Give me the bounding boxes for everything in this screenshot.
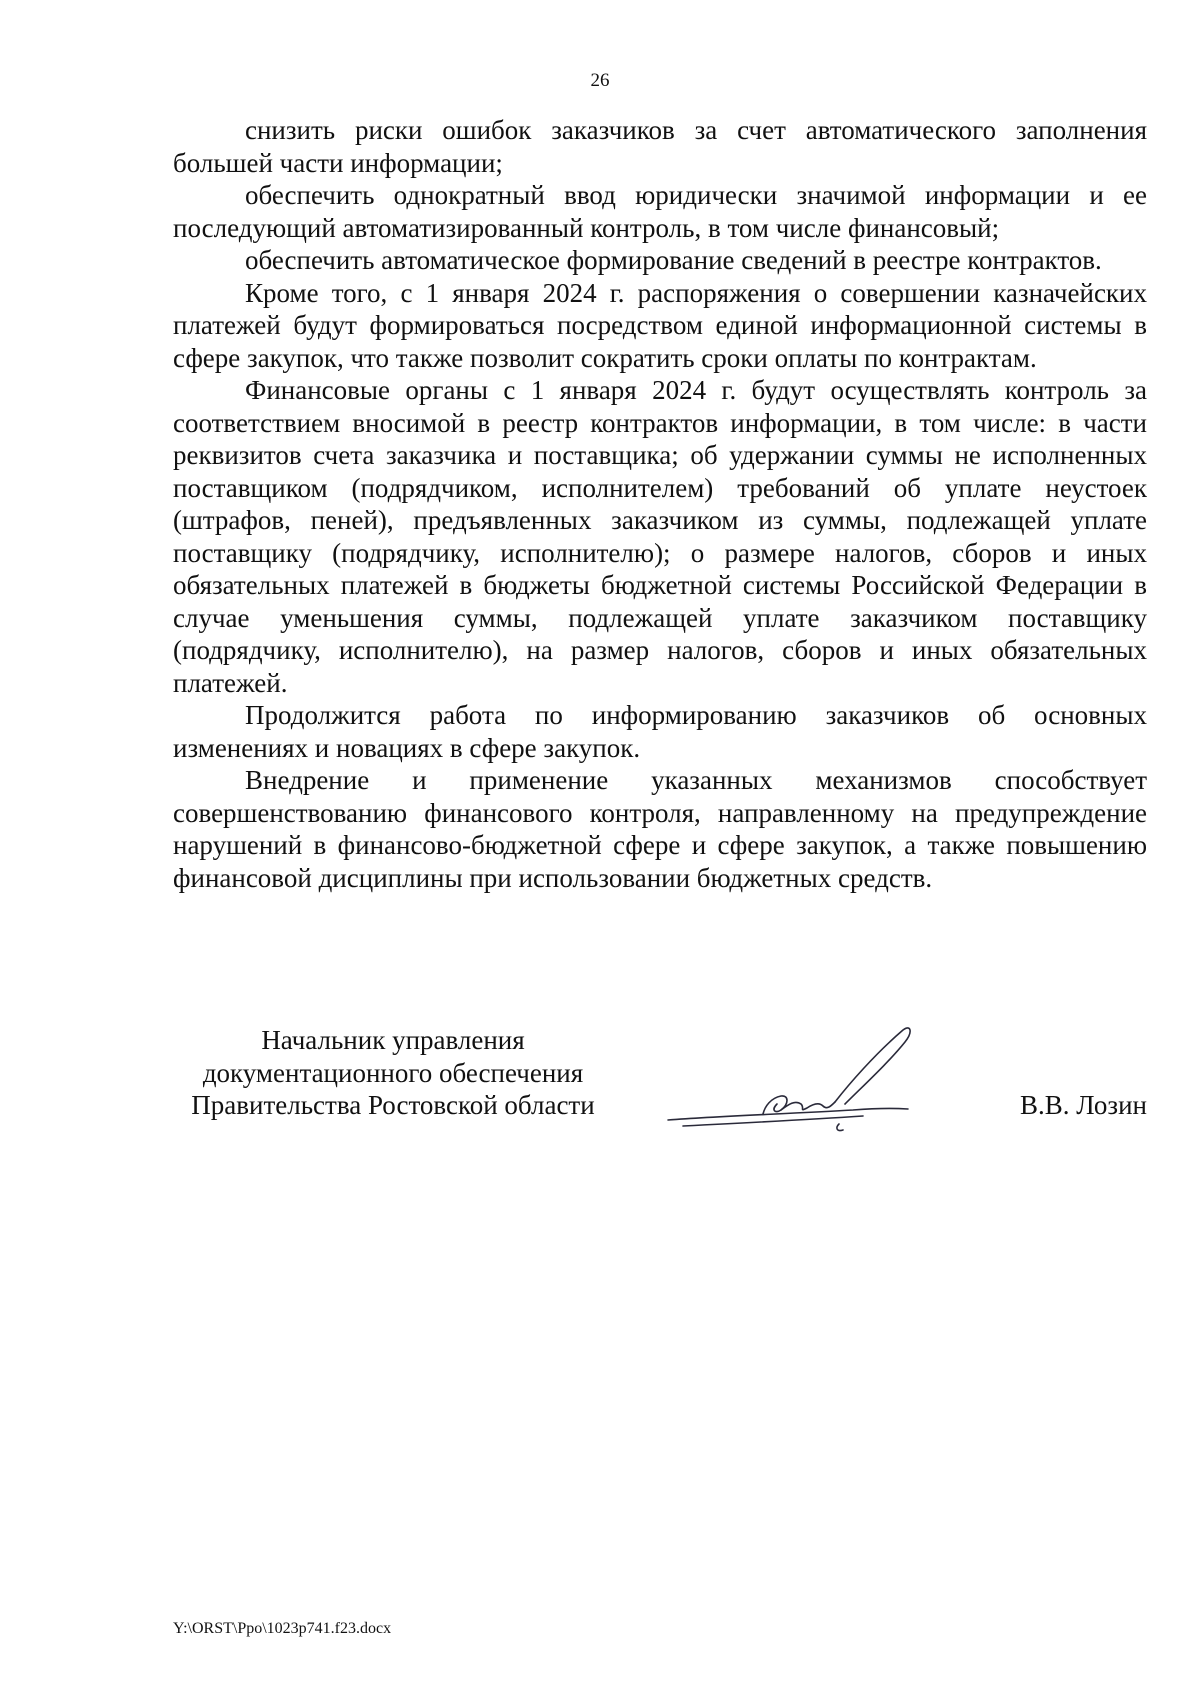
paragraph-1: снизить риски ошибок заказчиков за счет автоматического заполнения большей части информации;	[173, 115, 1147, 178]
signatory-title-line-2: документационного обеспечения	[202, 1057, 584, 1088]
paragraph-4: Кроме того, с 1 января 2024 г. распоряжения о совершении казначейских платежей будут формироваться посредством единой информационной системы в сфере закупок, что также позволит сократить сроки оплаты по контрактам.	[173, 277, 1147, 373]
signatory-title-line-3: Правительства Ростовской области	[191, 1090, 595, 1120]
signatory-name: В.В. Лозин	[1020, 1090, 1147, 1120]
page-number: 26	[590, 70, 610, 91]
paragraph-3: обеспечить автоматическое формирование сведений в реестре контрактов.	[245, 245, 1102, 275]
paragraph-5: Финансовые органы с 1 января 2024 г. будут осуществлять контроль за соответствием вносимой в реестр контрактов информации, в том числе: в части реквизитов счета заказчика и поставщика; об удержании суммы не исполненных поставщиком (подрядчиком, исполнителем) требований об уплате неустоек (штрафов, пеней), предъявленных заказчиком из суммы, подлежащей уплате поставщику (подрядчику, исполнителю); о размере налогов, сборов и иных обязательных платежей в бюджеты бюджетной системы Российской Федерации в случае уменьшения суммы, подлежащей уплате заказчиком поставщику (подрядчику, исполнителю), на размер налогов, сборов и иных обязательных платежей.	[173, 375, 1147, 698]
paragraph-6: Продолжится работа по информированию заказчиков об основных изменениях и новациях в сфере закупок.	[173, 700, 1147, 763]
signatory-title	[173, 1024, 613, 1122]
document-body	[173, 114, 1147, 894]
handwritten-signature	[663, 1024, 953, 1154]
signature-block	[173, 1024, 1147, 1154]
footer-file-path: Y:\ORST\Ppo\1023p741.f23.docx	[173, 1620, 392, 1637]
signatory-title-line-1: Начальник управления	[261, 1025, 525, 1055]
paragraph-2: обеспечить однократный ввод юридически значимой информации и ее последующий автоматизированный контроль, в том числе финансовый;	[173, 180, 1147, 243]
paragraph-7: Внедрение и применение указанных механизмов способствует совершенствованию финансового контроля, направленному на предупреждение нарушений в финансово-бюджетной сфере и сфере закупок, а также повышению финансовой дисциплины при использовании бюджетных средств.	[173, 765, 1147, 893]
